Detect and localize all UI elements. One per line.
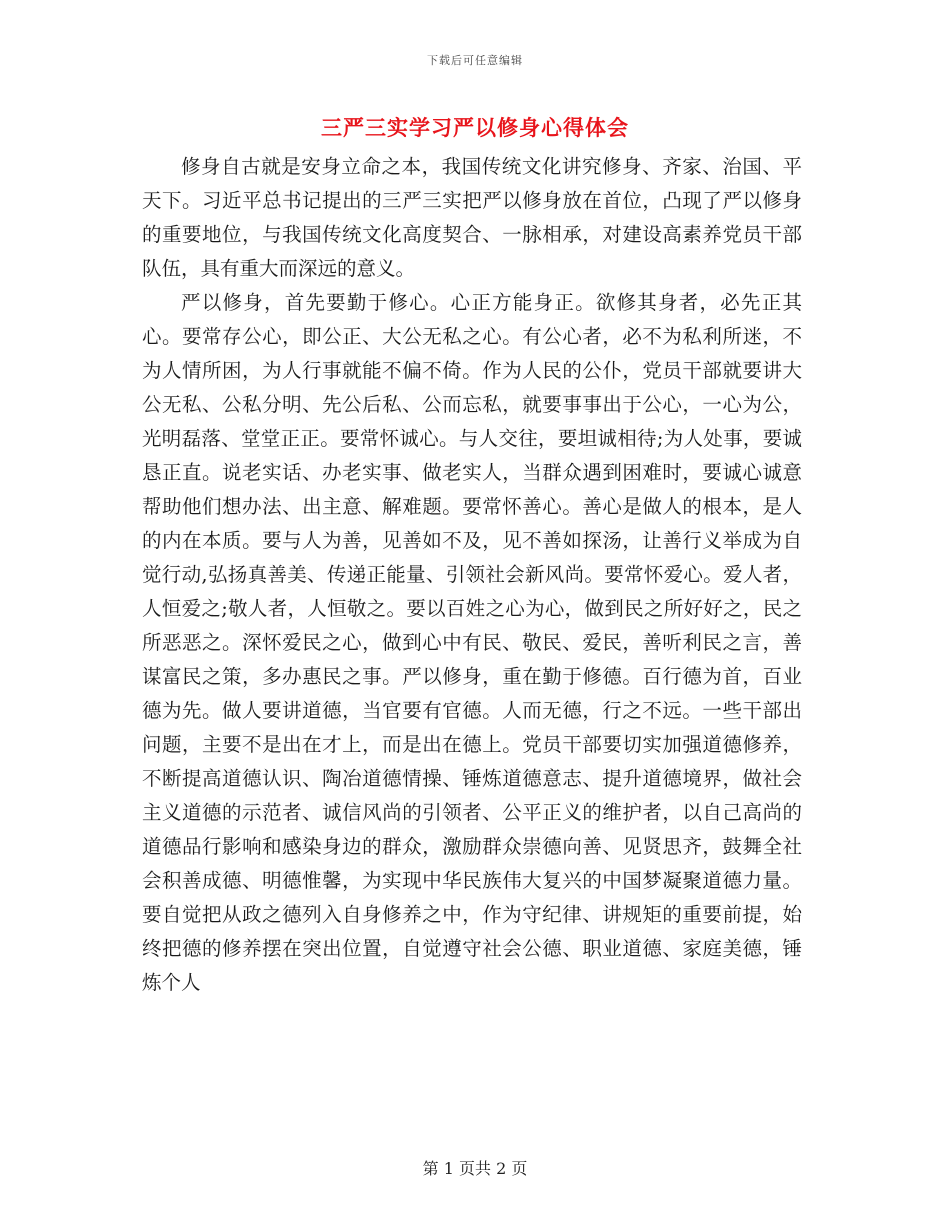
document-body xyxy=(142,150,802,1000)
header-note: 下载后可任意编辑 xyxy=(427,54,523,67)
document-title: 三严三实学习严以修身心得体会 xyxy=(321,115,629,140)
paragraph: 严以修身，首先要勤于修心。心正方能身正。欲修其身者，必先正其心。要常存公心，即公正、大公无私之心。有公心者，必不为私利所迷，不为人情所困，为人行事就能不偏不倚。作为人民的公仆，党员干部就要讲大公无私、公私分明、先公后私、公而忘私，就要事事出于公心，一心为公，光明磊落、堂堂正正。要常怀诚心。与人交往，要坦诚相待;为人处事，要诚恳正直。说老实话、办老实事、做老实人，当群众遇到困难时，要诚心诚意帮助他们想办法、出主意、解难题。要常怀善心。善心是做人的根本，是人的内在本质。要与人为善，见善如不及，见不善如探汤，让善行义举成为自觉行动,弘扬真善美、传递正能量、引领社会新风尚。要常怀爱心。爱人者，人恒爱之;敬人者，人恒敬之。要以百姓之心为心，做到民之所好好之，民之所恶恶之。深怀爱民之心，做到心中有民、敬民、爱民，善听利民之言，善谋富民之策，多办惠民之事。严以修身，重在勤于修德。百行德为首，百业德为先。做人要讲道德，当官要有官德。人而无德，行之不远。一些干部出问题，主要不是出在才上，而是出在德上。党员干部要切实加强道德修养，不断提高道德认识、陶冶道德情操、锤炼道德意志、提升道德境界，做社会主义道德的示范者、诚信风尚的引领者、公平正义的维护者，以自己高尚的道德品行影响和感染身边的群众，激励群众崇德向善、见贤思齐，鼓舞全社会积善成德、明德惟馨，为实现中华民族伟大复兴的中国梦凝聚道德力量。要自觉把从政之德列入自身修养之中，作为守纪律、讲规矩的重要前提，始终把德的修养摆在突出位置，自觉遵守社会公德、职业道德、家庭美德，锤炼个人 xyxy=(142,291,802,994)
page-number: 第 1 页共 2 页 xyxy=(422,1159,528,1178)
paragraph: 修身自古就是安身立命之本，我国传统文化讲究修身、齐家、治国、平天下。习近平总书记提出的三严三实把严以修身放在首位，凸现了严以修身的重要地位，与我国传统文化高度契合、一脉相承，对建设高素养党员干部队伍，具有重大而深远的意义。 xyxy=(142,155,802,280)
